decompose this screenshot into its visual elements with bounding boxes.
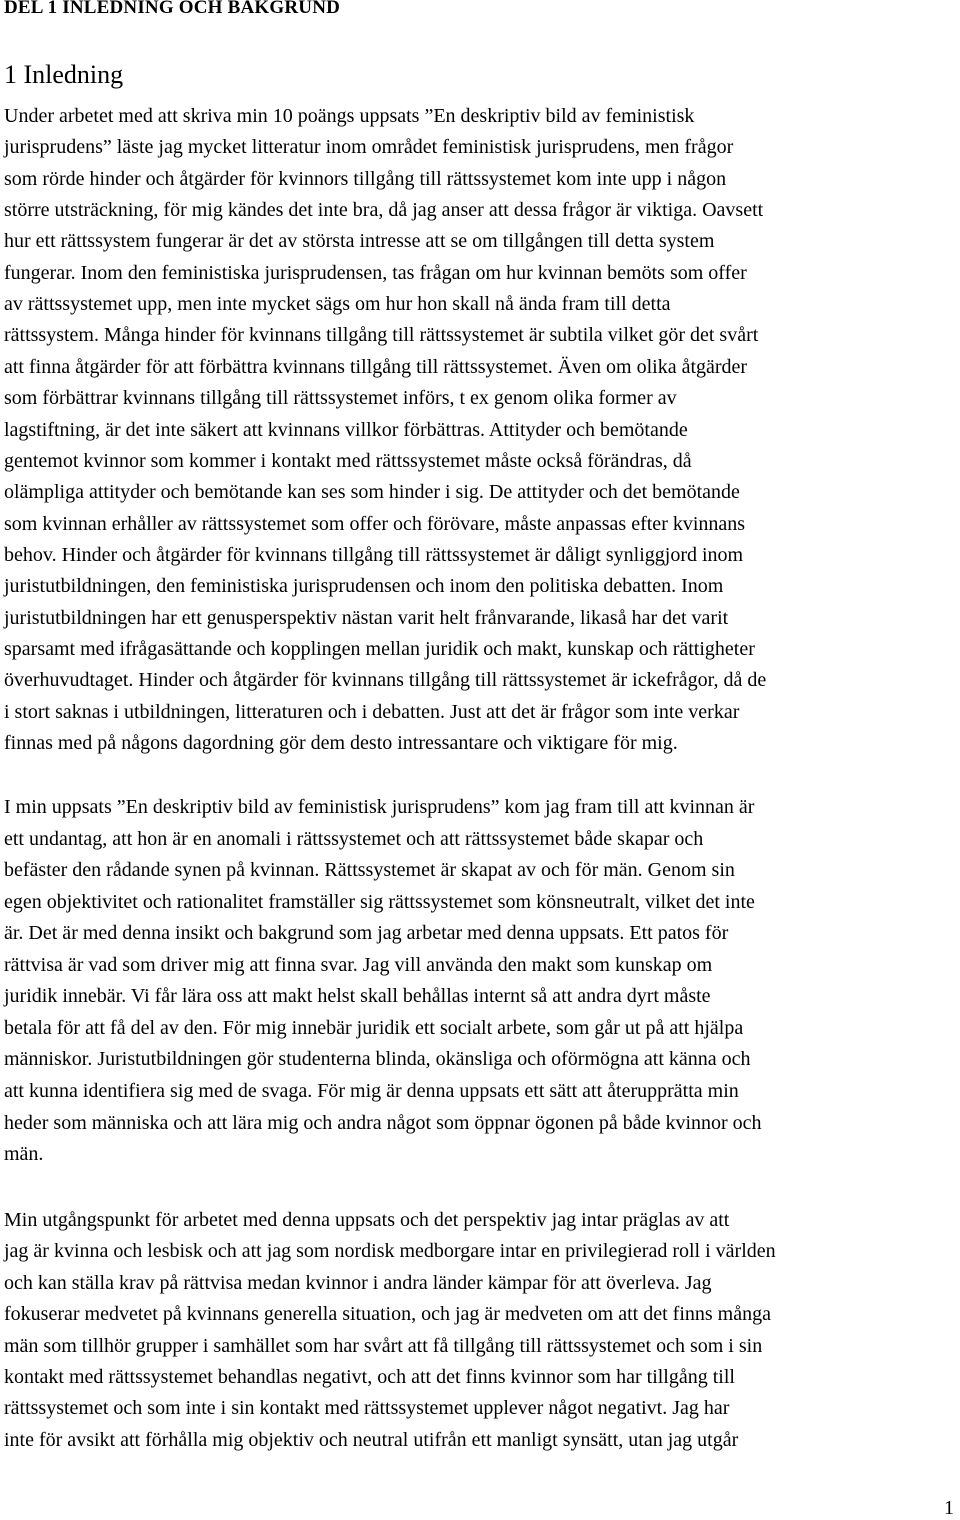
text-line: behov. Hinder och åtgärder för kvinnans tillgång till rättssystemet är dåligt synliggjord inom [4,543,744,566]
text-line: är. Det är med denna insikt och bakgrund som jag arbetar med denna uppsats. Ett patos för [4,922,729,945]
section-heading: 1 Inledning [4,60,124,89]
text-line: egen objektivitet och rationalitet framställer sig rättssystemet som könsneutralt, vilket det inte [4,890,755,913]
text-line: olämpliga attityder och bemötande kan ses som hinder i sig. De attityder och det bemötande [4,481,740,504]
text-line: i stort saknas i utbildningen, litteraturen och i debatten. Just att det är frågor som inte verkar [4,700,740,723]
text-line: sparsamt med ifrågasättande och kopplingen mellan juridik och makt, kunskap och rättigheter [4,637,755,660]
text-line: jurisprudens” läste jag mycket litteratur inom området feministisk jurisprudens, men frågor [4,136,734,159]
text-line: män som tillhör grupper i samhället som har svårt att få tillgång till rättssystemet och som i sin [4,1334,763,1357]
text-line: människor. Juristutbildningen gör studenterna blinda, okänsliga och oförmögna att känna och [4,1048,751,1071]
text-line: rättssystem. Många hinder för kvinnans tillgång till rättssystemet är subtila vilket gör det svårt [4,324,759,347]
text-line: Min utgångspunkt för arbetet med denna uppsats och det perspektiv jag intar präglas av att [4,1209,730,1231]
text-line: rättssystemet och som inte i sin kontakt med rättssystemet upplever något negativt. Jag har [4,1397,730,1420]
text-line: fokuserar medvetet på kvinnans generella situation, och jag är medveten om att det finns många [4,1303,771,1326]
text-line: jag är kvinna och lesbisk och att jag som nordisk medborgare intar en privilegierad roll i världen [4,1240,776,1263]
text-line: juristutbildningen har ett genusperspektiv nästan varit helt frånvarande, likaså har det varit [4,606,729,629]
text-line: större utsträckning, för mig kändes det inte bra, då jag anser att dessa frågor är viktiga. Oavsett [4,199,764,222]
text-line: rättvisa är vad som driver mig att finna svar. Jag vill använda den makt som kunskap om [4,953,713,976]
text-line: av rättssystemet upp, men inte mycket sägs om hur hon skall nå ända fram till detta [4,293,671,316]
text-line: gentemot kvinnor som kommer i kontakt med rättssystemet måste också förändras, då [4,449,692,472]
text-line: att kunna identifiera sig med de svaga. För mig är denna uppsats ett sätt att återupprätta min [4,1079,739,1102]
page-number: 1 [944,1497,954,1519]
text-line: I min uppsats ”En deskriptiv bild av feministisk jurisprudens” kom jag fram till att kvinnan är [4,796,755,818]
text-line: lagstiftning, är det inte säkert att kvinnans villkor förbättras. Attityder och bemötande [4,418,688,441]
text-line: finnas med på någons dagordning gör dem desto intressantare och viktigare för mig. [4,732,678,754]
text-line: inte för avsikt att förhålla mig objektiv och neutral utifrån ett manligt synsätt, utan jag utgår [4,1428,739,1451]
text-line: Under arbetet med att skriva min 10 poängs uppsats ”En deskriptiv bild av feministisk [4,105,695,127]
text-line: kontakt med rättssystemet behandlas negativt, och att det finns kvinnor som har tillgång till [4,1366,735,1388]
text-line: som kvinnan erhåller av rättssystemet som offer och förövare, måste anpassas efter kvinnans [4,512,746,535]
text-line: juridik innebär. Vi får lära oss att makt helst skall behållas internt så att andra dyrt måste [4,985,711,1008]
text-line: heder som människa och att lära mig och andra något som öppnar ögonen på både kvinnor och [4,1111,762,1134]
text-line: hur ett rättssystem fungerar är det av största intresse att se om tillgången till detta system [4,230,715,253]
text-line: och kan ställa krav på rättvisa medan kvinnor i andra länder kämpar för att överleva. Jag [4,1271,712,1294]
text-line: juristutbildningen, den feministiska jurisprudensen och inom den politiska debatten. Inom [4,575,724,598]
text-line: betala för att få del av den. För mig innebär juridik ett socialt arbete, som går ut på att hjälpa [4,1016,744,1039]
text-line: män. [4,1143,44,1166]
text-line: som rörde hinder och åtgärder för kvinnors tillgång till rättssystemet kom inte upp i någon [4,167,727,190]
text-line: överhuvudtaget. Hinder och åtgärder för kvinnans tillgång till rättssystemet är ickefrågor, då de [4,669,767,692]
text-line: fungerar. Inom den feministiska jurisprudensen, tas frågan om hur kvinnan bemöts som offer [4,261,747,284]
text-line: befäster den rådande synen på kvinnan. Rättssystemet är skapat av och för män. Genom sin [4,859,735,882]
text-line: som förbättrar kvinnans tillgång till rättssystemet införs, t ex genom olika former av [4,387,677,410]
text-line: att finna åtgärder för att förbättra kvinnans tillgång till rättssystemet. Även om olika åtgärder [4,355,748,378]
text-line: ett undantag, att hon är en anomali i rättssystemet och att rättssystemet både skapar och [4,827,704,850]
part-header: DEL 1 INLEDNING OCH BAKGRUND [4,0,341,18]
